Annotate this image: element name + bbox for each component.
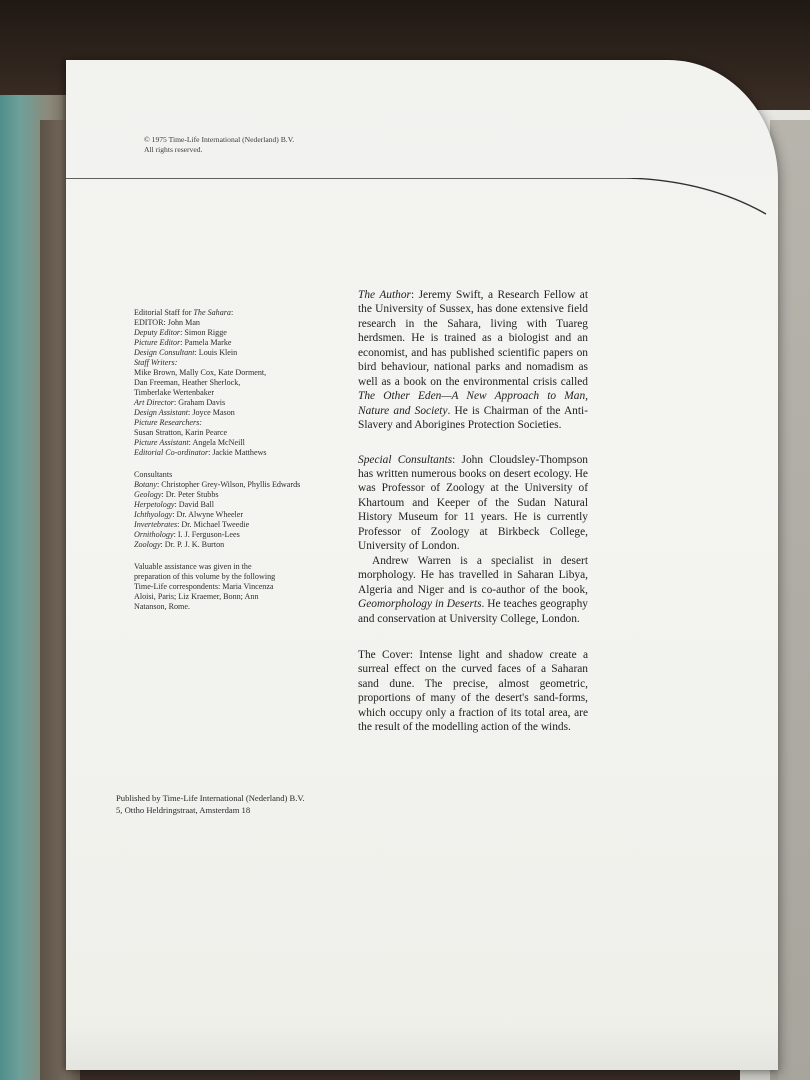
book-page bbox=[66, 60, 778, 1070]
staff-writers-names: Mike Brown, Mally Cox, Kate Dorment, bbox=[134, 368, 267, 377]
consultant-herpetology: Herpetology: David Ball bbox=[134, 500, 215, 509]
consultant-ichthyology: Ichthyology: Dr. Alwyne Wheeler bbox=[134, 510, 244, 519]
consultant-zoology: Zoology: Dr. P. J. K. Burton bbox=[134, 540, 225, 549]
staff-deputy-editor: Deputy Editor: Simon Rigge bbox=[134, 328, 227, 337]
staff-art-director: Art Director: Graham Davis bbox=[134, 398, 226, 407]
warren-paragraph: Andrew Warren is a specialist in desert morphology. He has travelled in Saharan Libya, Algeria and Niger and is co-author of the book, Geomorphology in Deserts. He teaches geography and conservation at University College, London. bbox=[358, 554, 589, 625]
staff-picture-assistant: Picture Assistant: Angela McNeill bbox=[134, 438, 245, 447]
copyright-line: © 1975 Time-Life International (Nederland) B.V. bbox=[144, 135, 295, 144]
staff-editor: EDITOR: John Man bbox=[134, 318, 200, 327]
rights-line: All rights reserved. bbox=[144, 144, 203, 154]
staff-design-consultant: Design Consultant: Louis Klein bbox=[134, 348, 238, 357]
publisher-imprint bbox=[116, 792, 305, 816]
editorial-staff-column bbox=[134, 308, 344, 612]
page-curve-rule bbox=[66, 178, 778, 238]
cover-paragraph: The Cover: Intense light and shadow create a surreal effect on the curved faces of a Saharan sand dune. The precise, almost geometric, proportions of many of the desert's sand-forms, which occupy only a fraction of its total area, are the result of the modelling action of the winds. bbox=[358, 648, 588, 734]
consultants-heading: Consultants bbox=[134, 470, 173, 479]
assistance-line: Natanson, Rome. bbox=[134, 602, 190, 611]
staff-picture-editor: Picture Editor: Pamela Marke bbox=[134, 338, 232, 347]
consultant-invertebrates: Invertebrates: Dr. Michael Tweedie bbox=[134, 520, 250, 529]
consultant-botany: Botany: Christopher Grey-Wilson, Phyllis Edwards bbox=[134, 480, 301, 489]
staff-writers-names: Dan Freeman, Heather Sherlock, bbox=[134, 378, 241, 387]
staff-heading: Editorial Staff for The Sahara: bbox=[134, 308, 234, 317]
consultant-geology: Geology: Dr. Peter Stubbs bbox=[134, 490, 219, 499]
staff-coordinator: Editorial Co-ordinator: Jackie Matthews bbox=[134, 448, 267, 457]
staff-writers-label: Staff Writers: bbox=[134, 358, 178, 367]
staff-writers-names: Timberlake Wertenbaker bbox=[134, 388, 215, 397]
special-consultants-paragraph: Special Consultants: John Cloudsley-Thompson has written numerous books on desert ecology. He was Professor of Zoology at the University of Khartoum and Keeper of the Sudan Natural History Museum for 11 years. He is currently Professor of Zoology at Birkbeck College, University of London. bbox=[358, 453, 588, 553]
credits-column bbox=[358, 288, 588, 735]
author-paragraph: The Author: Jeremy Swift, a Research Fellow at the University of Sussex, has done extensive field research in the Sahara, living with Tuareg herdsmen. He is trained as a biologist and an economist, and has published scientific papers on bird behaviour, national parks and nomadism as well as a book on the environmental crisis called The Other Eden—A New Approach to Man, Nature and Society. He is Chairman of the Anti-Slavery and Aborigines Protection Societies. bbox=[358, 289, 588, 432]
publisher-line: Published by Time-Life International (Nederland) B.V. bbox=[116, 793, 305, 803]
assistance-line: Time-Life correspondents: Maria Vincenza bbox=[134, 582, 274, 591]
assistance-line: preparation of this volume by the following bbox=[134, 572, 276, 581]
staff-picture-researchers-names: Susan Stratton, Karin Pearce bbox=[134, 428, 228, 437]
assistance-line: Aloisi, Paris; Liz Kraemer, Bonn; Ann bbox=[134, 592, 259, 601]
staff-design-assistant: Design Assistant: Joyce Mason bbox=[134, 408, 235, 417]
publisher-address: 5, Ottho Heldringstraat, Amsterdam 18 bbox=[116, 805, 251, 815]
assistance-line: Valuable assistance was given in the bbox=[134, 562, 252, 571]
page-bottom-shadow bbox=[66, 1020, 778, 1080]
staff-picture-researchers-label: Picture Researchers: bbox=[134, 418, 202, 427]
consultant-ornithology: Ornithology: I. J. Ferguson-Lees bbox=[134, 530, 240, 539]
copyright-notice bbox=[144, 135, 294, 154]
